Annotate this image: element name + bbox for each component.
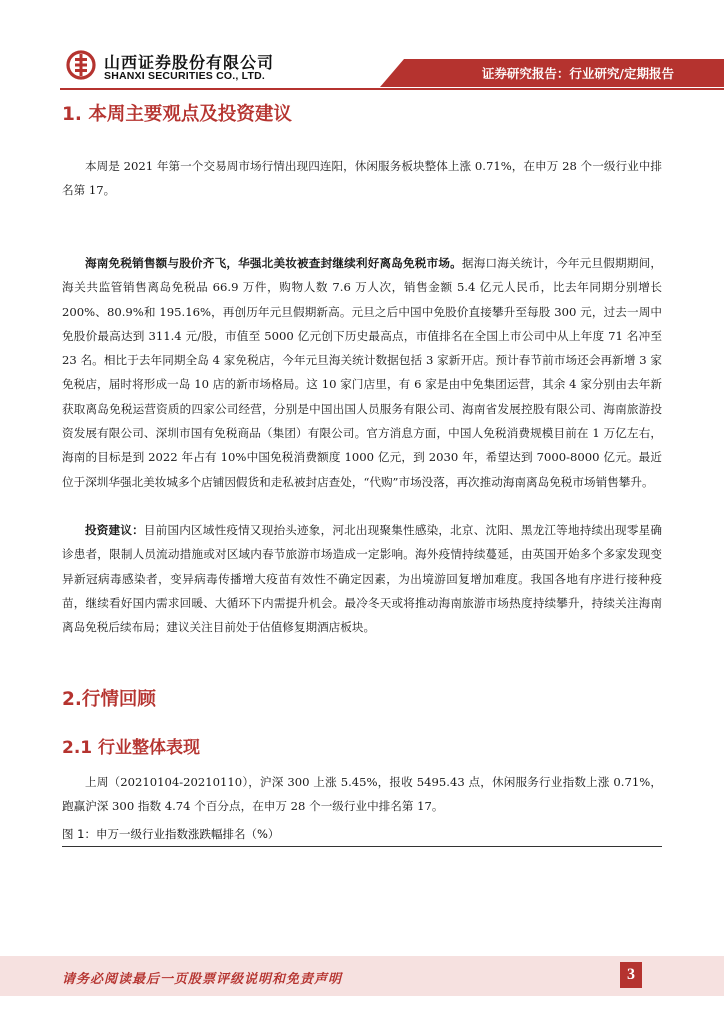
section-2-title: 2.行情回顾	[62, 689, 156, 710]
page-number: 3	[620, 962, 642, 988]
company-name-en: SHANXI SECURITIES CO., LTD.	[104, 70, 265, 82]
figure-caption-divider	[62, 846, 662, 847]
section-1-paragraph-1: 本周是 2021 年第一个交易周市场行情出现四连阳，休闲服务板块整体上涨 0.71%，在申万 28 个一级行业中排名第 17。	[62, 159, 662, 198]
section-2-1-title: 2.1 行业整体表现	[62, 738, 201, 758]
page-header	[0, 0, 724, 96]
header-divider	[60, 88, 724, 90]
paragraph-2-body: 据海口海关统计，今年元旦假期期间，海关共监管销售离岛免税品 66.9 万件，购物人数 7.6 万人次，销售金额 5.4 亿元人民币，比去年同期分别增长 200%、80.9%和 195.16%，再创历年元旦假期新高。元旦之后中国中免股价直接攀升至每股 300 元，过去一周中免股价最高达到 311.4 元/股，市值至 5000 亿元创下历史最高点，市值排名在全国上市公司中从上年度 71 名冲至 23 名。相比于去年同期全岛 4 家免税店，今年元旦海关统计数据包括 3 家新开店。预计春节前市场还会再新增 3 家免税店，届时将形成一岛 10 店的新市场格局。这 10 家门店里，有 6 家是由中免集团运营，其余 4 家分别由去年新获取离岛免税运营资质的四家公司经营，分别是中国出国人员服务有限公司、海南省发展控股有限公司、海南旅游投资发展有限公司、深圳市国有免税商品（集团）有限公司。官方消息方面，中国人免税消费规模目前在 1 万亿左右，海南的目标是到 2022 年占有 10%中国免税消费额度 1000 亿元，到 2030 年，希望达到 7000-8000 亿元。最近位于深圳华强北美妆城多个店铺因假货和走私被封店查处，“代购”市场没落，再次推动海南离岛免税市场销售攀升。	[62, 256, 662, 489]
section-2-paragraph-1: 上周（20210104-20210110），沪深 300 上涨 5.45%，报收 5495.43 点，休闲服务行业指数上涨 0.71%，跑赢沪深 300 指数 4.74 个百分点，在申万 28 个一级行业中排名第 17。	[62, 775, 662, 814]
report-type-tag: 证券研究报告：行业研究/定期报告	[481, 66, 674, 81]
investment-advice-label: 投资建议：	[85, 523, 144, 537]
company-logo-icon	[66, 50, 96, 80]
company-name-cn: 山西证券股份有限公司	[104, 53, 275, 72]
disclaimer-notice: 请务必阅读最后一页股票评级说明和免责声明	[62, 972, 343, 987]
section-1-paragraph-2	[62, 251, 662, 494]
figure-1-caption: 图 1：申万一级行业指数涨跌幅排名（%）	[62, 827, 280, 841]
section-1-paragraph-3	[62, 518, 662, 639]
investment-advice-body: 目前国内区域性疫情又现抬头迹象，河北出现聚集性感染，北京、沈阳、黑龙江等地持续出现零星确诊患者，限制人员流动措施或对区域内春节旅游市场造成一定影响。海外疫情持续蔓延，由英国开始多个多家发现变异新冠病毒感染者，变异病毒传播增大疫苗有效性不确定因素，为出境游回复增加难度。我国各地有序进行接种疫苗，继续看好国内需求回暖、大循环下内需提升机会。最冷冬天或将推动海南旅游市场热度持续攀升，持续关注海南离岛免税后续布局；建议关注目前处于估值修复期酒店板块。	[62, 523, 662, 635]
section-1-title: 1. 本周主要观点及投资建议	[62, 104, 292, 125]
paragraph-2-lead: 海南免税销售额与股价齐飞，华强北美妆被查封继续利好离岛免税市场。	[85, 256, 462, 270]
